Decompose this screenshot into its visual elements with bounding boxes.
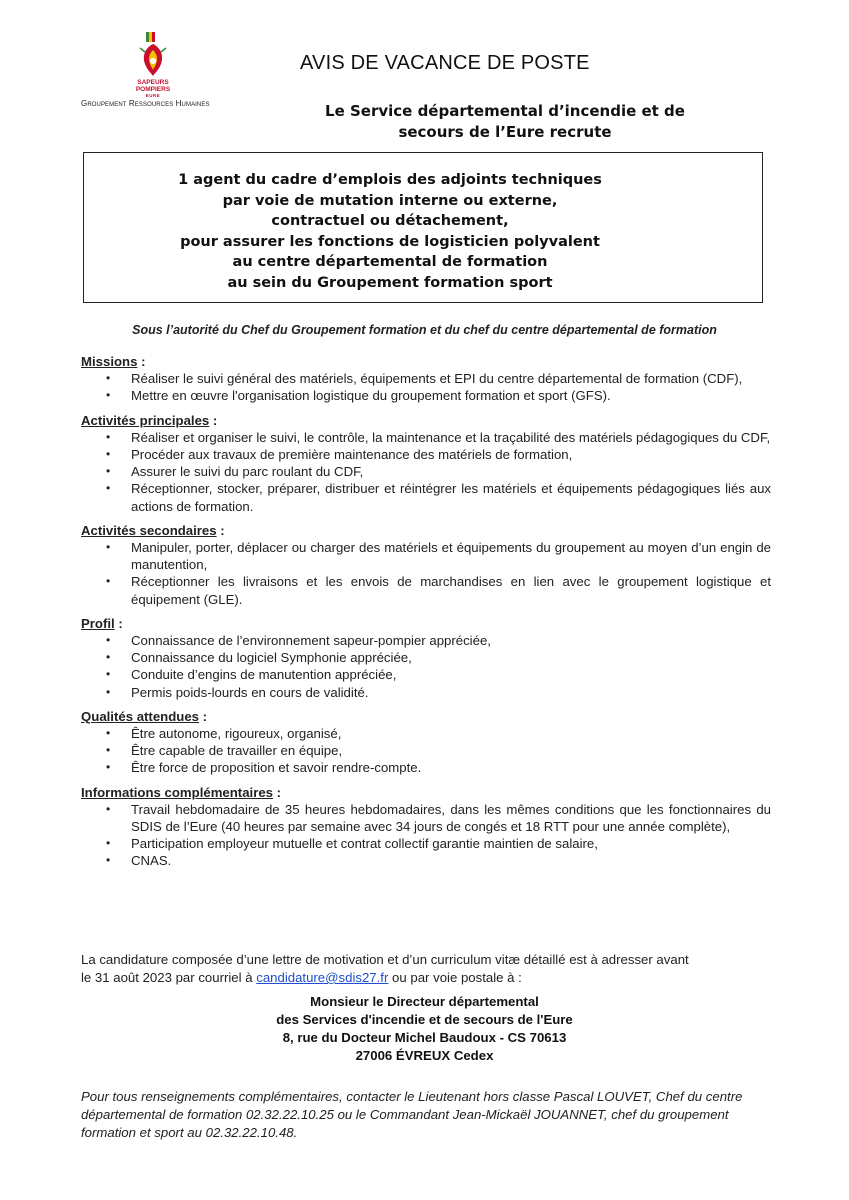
bullet-icon: • <box>106 836 111 851</box>
bullet-list <box>81 539 771 608</box>
list-item <box>81 759 771 776</box>
bullet-icon: • <box>106 853 111 868</box>
bullet-icon: • <box>106 429 111 444</box>
bullet-icon: • <box>106 633 111 648</box>
list-item-text: Être force de proposition et savoir rendre-compte. <box>131 760 422 776</box>
list-item <box>81 387 771 404</box>
application-line <box>81 969 771 987</box>
contact-footer <box>81 1088 771 1142</box>
section-profile <box>81 615 771 701</box>
bullet-icon: • <box>106 760 111 775</box>
section-heading <box>81 412 771 429</box>
subtitle-line: secours de l’Eure recrute <box>398 123 612 141</box>
list-item <box>81 649 771 666</box>
section-heading-text: Profil <box>81 615 115 631</box>
group-label: Groupement Ressources Humaines <box>81 99 210 108</box>
logo-text-eure: EURE <box>145 93 161 98</box>
section-heading <box>81 353 771 370</box>
bullet-list <box>81 429 771 515</box>
section-heading-text: Informations complémentaires <box>81 784 273 800</box>
list-item <box>81 463 771 480</box>
list-item-text: Conduite d’engins de manutention appréciée, <box>131 667 397 683</box>
logo-text-pompiers: POMPIERS <box>135 86 171 93</box>
footer-line: départemental de formation 02.32.22.10.25 ou le Commandant Jean-Mickaël JOUANNET, chef du groupement <box>81 1107 729 1122</box>
bullet-icon: • <box>106 743 111 758</box>
bullet-icon: • <box>106 574 111 589</box>
footer-line: Pour tous renseignements complémentaires, contacter le Lieutenant hors classe Pascal LOUVET, Chef du centre <box>81 1089 743 1104</box>
address-line: 27006 ÉVREUX Cedex <box>355 1048 494 1063</box>
section-heading <box>81 784 771 801</box>
job-line: au centre départemental de formation <box>232 254 548 270</box>
list-item-text: CNAS. <box>131 853 172 869</box>
bullet-list <box>81 632 771 701</box>
section-heading-text: Missions <box>81 354 138 369</box>
section-heading-suffix: : <box>199 708 208 724</box>
section-heading-suffix: : <box>216 522 225 538</box>
list-item <box>81 632 771 649</box>
section-heading <box>81 615 771 632</box>
bullet-list <box>81 801 771 870</box>
list-item-text: Travail hebdomadaire de 35 heures hebdomadaires, dans les mêmes conditions que les fonctionnaires du SDIS de l’Eure (40 heures par semaine avec 34 jours de congés et 18 RTT pour une année complète), <box>131 801 771 835</box>
section-heading-text: Activités principales <box>81 412 210 428</box>
list-item <box>81 801 771 835</box>
section-main-activities <box>81 412 771 515</box>
list-item-text: Réceptionner les livraisons et les envois de marchandises en lien avec le groupement logistique et équipement (GLE). <box>131 574 771 607</box>
recruiter-subtitle <box>270 101 740 143</box>
list-item-text: Connaissance du logiciel Symphonie appréciée, <box>131 650 412 666</box>
list-item <box>81 429 771 446</box>
bullet-icon: • <box>106 726 111 741</box>
list-item-text: Permis poids-lourds en cours de validité. <box>131 684 369 700</box>
bullet-list <box>81 370 771 404</box>
sections <box>81 353 771 877</box>
list-item-text: Assurer le suivi du parc roulant du CDF, <box>131 464 364 480</box>
bullet-icon: • <box>106 684 111 699</box>
email-link[interactable]: candidature@sdis27.fr <box>256 970 389 985</box>
bullet-list <box>81 725 771 777</box>
page-title: AVIS DE VACANCE DE POSTE <box>300 52 590 74</box>
postal-address <box>0 993 849 1065</box>
list-item-text: Réceptionner, stocker, préparer, distribuer et réintégrer les matériels et équipements pédagogiques liés aux actions de formation. <box>131 481 771 514</box>
list-item <box>81 725 771 742</box>
section-missions <box>81 353 771 405</box>
application-text: ou par voie postale à : <box>388 970 522 985</box>
job-summary-text <box>120 170 660 293</box>
application-instructions <box>81 951 771 987</box>
list-item-text: Participation employeur mutuelle et contrat collectif garantie maintien de salaire, <box>131 836 598 852</box>
section-heading-suffix: : <box>273 784 282 800</box>
subtitle-line: Le Service départemental d’incendie et de <box>325 102 685 120</box>
job-line: par voie de mutation interne ou externe, <box>222 192 558 209</box>
list-item-text: Mettre en œuvre l'organisation logistique du groupement formation et sport (GFS). <box>131 388 611 404</box>
bullet-icon: • <box>106 801 111 816</box>
list-item-text: Être autonome, rigoureux, organisé, <box>131 726 342 742</box>
firefighter-emblem-icon <box>128 30 178 80</box>
list-item-text: Réaliser le suivi général des matériels, équipements et EPI du centre départemental de formation (CDF), <box>131 371 743 387</box>
list-item <box>81 446 771 463</box>
section-additional-info <box>81 784 771 870</box>
job-line: pour assurer les fonctions de logisticien polyvalent <box>180 233 600 250</box>
footer-line: formation et sport au 02.32.22.10.48. <box>81 1125 298 1140</box>
section-heading-suffix: : <box>209 412 218 428</box>
list-item <box>81 370 771 387</box>
list-item-text: Procéder aux travaux de première maintenance des matériels de formation, <box>131 447 573 463</box>
bullet-icon: • <box>106 447 111 462</box>
list-item-text: Connaissance de l’environnement sapeur-pompier appréciée, <box>131 633 491 649</box>
authority-line: Sous l’autorité du Chef du Groupement formation et du chef du centre départemental de formation <box>132 323 717 337</box>
section-heading-suffix: : <box>137 354 146 369</box>
bullet-icon: • <box>106 464 111 479</box>
list-item <box>81 539 771 573</box>
list-item <box>81 666 771 683</box>
list-item <box>81 742 771 759</box>
job-line: au sein du Groupement formation sport <box>227 274 553 291</box>
sdis-logo <box>128 30 171 98</box>
job-line: contractuel ou détachement, <box>271 213 509 229</box>
address-line: 8, rue du Docteur Michel Baudoux - CS 70613 <box>282 1030 567 1045</box>
bullet-icon: • <box>106 667 111 682</box>
list-item <box>81 852 771 869</box>
list-item-text: Manipuler, porter, déplacer ou charger des matériels et équipements du groupement au moyen d’un engin de manutention, <box>131 540 771 573</box>
bullet-icon: • <box>106 371 111 386</box>
list-item <box>81 480 771 514</box>
bullet-icon: • <box>106 540 111 555</box>
section-heading-text: Activités secondaires <box>81 522 217 538</box>
application-line: La candidature composée d’une lettre de motivation et d’un curriculum vitæ détaillé est à adresser avant <box>81 952 689 967</box>
list-item <box>81 684 771 701</box>
list-item <box>81 573 771 607</box>
section-secondary-activities <box>81 522 771 608</box>
bullet-icon: • <box>106 481 111 496</box>
list-item <box>81 835 771 852</box>
section-heading-suffix: : <box>114 615 123 631</box>
address-line: Monsieur le Directeur départemental <box>310 994 539 1009</box>
section-heading-text: Qualités attendues <box>81 708 199 724</box>
logo-text-sapeurs: SAPEURS <box>137 79 169 86</box>
bullet-icon: • <box>106 388 111 403</box>
application-text: le 31 août 2023 par courriel à <box>81 970 257 985</box>
section-heading <box>81 522 771 539</box>
section-qualities <box>81 708 771 777</box>
address-line: des Services d'incendie et de secours de l'Eure <box>276 1012 573 1027</box>
job-line: 1 agent du cadre d’emplois des adjoints techniques <box>178 172 602 188</box>
list-item-text: Être capable de travailler en équipe, <box>131 743 343 759</box>
list-item-text: Réaliser et organiser le suivi, le contrôle, la maintenance et la traçabilité des matériels pédagogiques du CDF, <box>131 429 771 445</box>
bullet-icon: • <box>106 650 111 665</box>
section-heading <box>81 708 771 725</box>
